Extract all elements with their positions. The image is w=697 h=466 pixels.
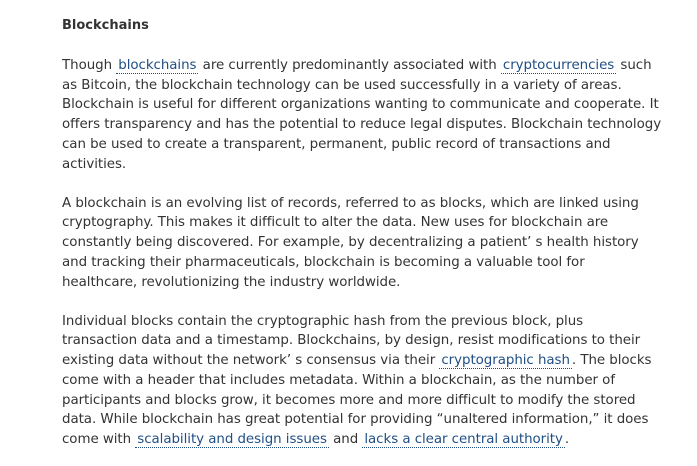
article bbox=[62, 16, 662, 450]
paragraph-text: . The blocks come with a header that includes metadata. Within a blockchain, as the number of participants and blocks grow, it becomes more and more difficult to modify the stored data. While blockchain has great potential for providing “unaltered information,” it does come with bbox=[62, 353, 652, 447]
paragraph-text: Though bbox=[62, 58, 117, 73]
link-lacks-a-clear-central-authority[interactable]: lacks a clear central authority bbox=[364, 431, 563, 447]
paragraph bbox=[62, 194, 662, 293]
paragraph-text: are currently predominantly associated with bbox=[198, 58, 501, 73]
article-body bbox=[62, 56, 662, 450]
paragraph-text: Individual blocks contain the cryptographic hash from the previous block, plus transaction data and a timestamp. Blockchains, by design, resist modifications to their existing data without the network’ s consensus via their bbox=[62, 313, 641, 369]
paragraph-text: A blockchain is an evolving list of records, referred to as blocks, which are linked using cryptography. This makes it difficult to alter the data. New uses for blockchain are constantly being discovered. For example, by decentralizing a patient’ s health history and tracking their pharmaceuticals, blockchain is becoming a valuable tool for healthcare, revolutionizing the industry worldwide. bbox=[62, 195, 639, 290]
paragraph bbox=[62, 56, 662, 174]
link-scalability-and-design-issues[interactable]: scalability and design issues bbox=[137, 431, 327, 447]
link-cryptographic-hash[interactable]: cryptographic hash bbox=[441, 353, 570, 369]
link-cryptocurrencies[interactable]: cryptocurrencies bbox=[502, 58, 615, 73]
link-blockchains[interactable]: blockchains bbox=[118, 58, 197, 73]
paragraph bbox=[62, 312, 662, 450]
paragraph-text: such as Bitcoin, the blockchain technology can be used successfully in a variety of areas. Blockchain is useful for different organizations wanting to communicate and cooperate. It offers transparency and has the potential to reduce legal disputes. Blockchain technology can be used to create a transparent, permanent, public record of transactions and activities. bbox=[62, 58, 662, 172]
article-title: Blockchains bbox=[62, 18, 149, 33]
paragraph-text: . bbox=[564, 431, 570, 447]
paragraph-text: and bbox=[328, 431, 363, 447]
